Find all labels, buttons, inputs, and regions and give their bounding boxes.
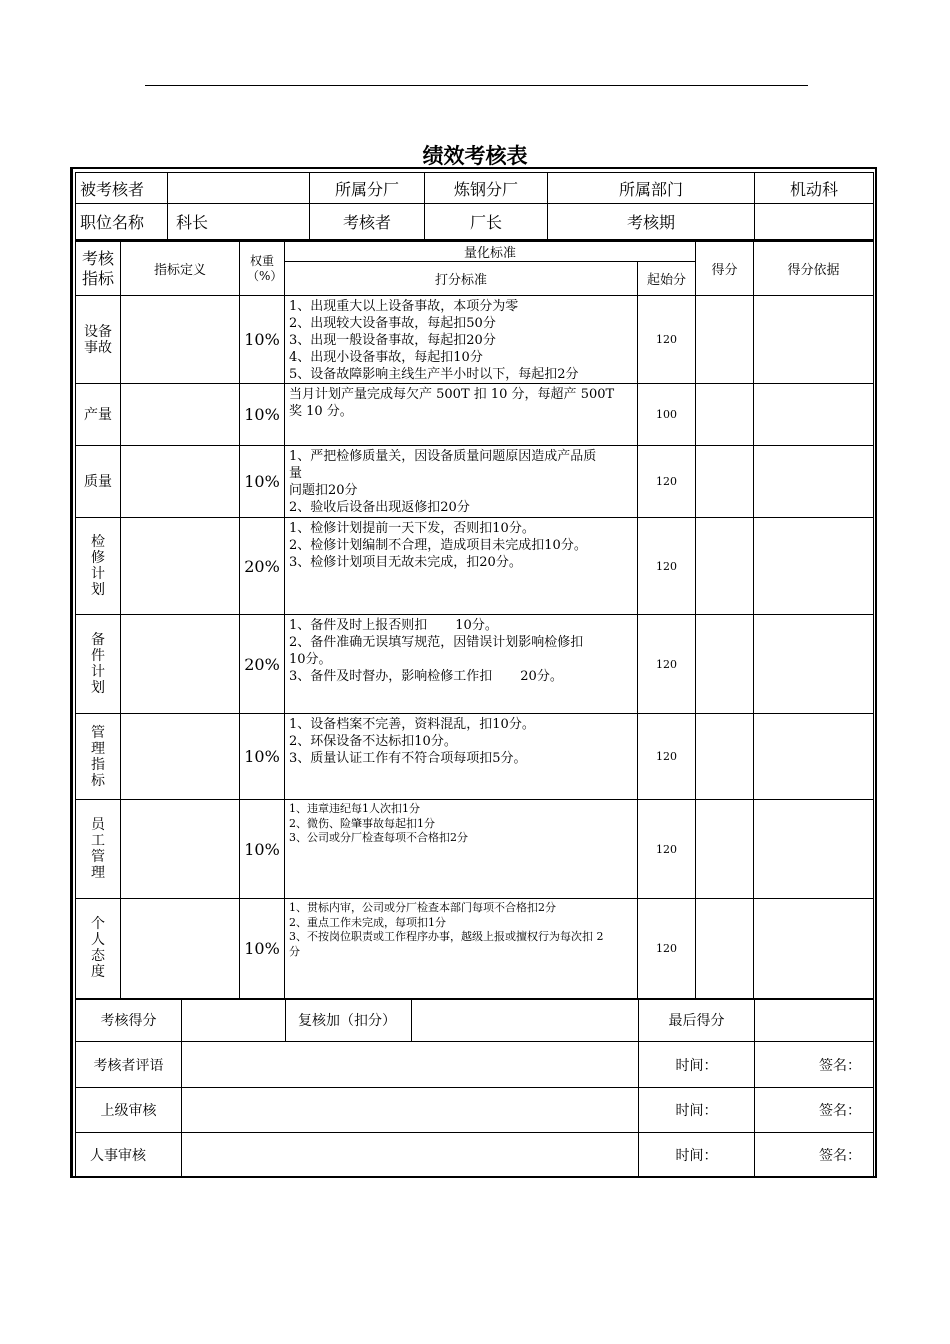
scoring-cell: 1、违章违纪每1人次扣1分 2、微伤、险肇事故每起扣1分 3、公司或分厂检查每项不合格扣2分 bbox=[285, 800, 638, 899]
score-cell[interactable] bbox=[696, 615, 754, 714]
weight-cell: 10% bbox=[240, 384, 285, 446]
table-row bbox=[76, 800, 874, 899]
col-weight bbox=[240, 242, 285, 296]
comment-label: 考核者评语 bbox=[76, 1042, 182, 1088]
form-title: 绩效考核表 bbox=[422, 143, 528, 168]
period-value[interactable] bbox=[755, 204, 874, 240]
definition-cell[interactable] bbox=[121, 446, 240, 518]
position-value: 科长 bbox=[168, 204, 310, 240]
definition-cell[interactable] bbox=[121, 800, 240, 899]
indicator-name: 员工管理 bbox=[76, 800, 121, 899]
score-value[interactable] bbox=[182, 999, 286, 1042]
base-score: 100 bbox=[638, 384, 696, 446]
scoring-cell: 1、设备档案不完善，资料混乱，扣10分。 2、环保设备不达标扣10分。 3、质量认证工作有不符合项每项扣5分。 bbox=[285, 714, 638, 800]
final-score-value[interactable] bbox=[755, 999, 874, 1042]
score-cell[interactable] bbox=[696, 714, 754, 800]
definition-cell[interactable] bbox=[121, 296, 240, 384]
basis-cell[interactable] bbox=[754, 899, 874, 999]
indicator-name: 管理指标 bbox=[76, 714, 121, 800]
weight-cell: 10% bbox=[240, 446, 285, 518]
indicator-name: 个人态度 bbox=[76, 899, 121, 999]
score-cell[interactable] bbox=[696, 899, 754, 999]
col-basis: 得分依据 bbox=[754, 242, 874, 296]
assessor-value: 厂长 bbox=[425, 204, 548, 240]
indicator-name: 检修计划 bbox=[76, 518, 121, 615]
employee-value[interactable] bbox=[168, 173, 310, 204]
hr-time-label: 时间： bbox=[639, 1133, 755, 1178]
superior-time-label: 时间： bbox=[639, 1088, 755, 1133]
base-score: 120 bbox=[638, 446, 696, 518]
superior-label: 上级审核 bbox=[76, 1088, 182, 1133]
col-scoring: 打分标准 bbox=[285, 262, 638, 296]
label-branch: 所属分厂 bbox=[310, 173, 425, 204]
score-label: 考核得分 bbox=[76, 999, 182, 1042]
header-rule bbox=[145, 85, 808, 86]
table-row bbox=[76, 899, 874, 999]
scoring-cell: 1、贯标内审，公司或分厂检查本部门每项不合格扣2分 2、重点工作未完成，每项扣1分 3、不按岗位职责或工作程序办事，越级上报或擅权行为每次扣 2 分 bbox=[285, 899, 638, 999]
scoring-cell: 当月计划产量完成每欠产 500T 扣 10 分，每超产 500T 奖 10 分。 bbox=[285, 384, 638, 446]
review-value[interactable] bbox=[412, 999, 639, 1042]
score-cell[interactable] bbox=[696, 384, 754, 446]
indicators-table bbox=[75, 241, 874, 1000]
hr-label: 人事审核 bbox=[76, 1133, 182, 1178]
col-weight-text: 权重（%） bbox=[247, 253, 283, 283]
label-period: 考核期 bbox=[548, 204, 755, 240]
scoring-cell: 1、出现重大以上设备事故，本项分为零 2、出现较大设备事故，每起扣50分 3、出现一般设备事故，每起扣20分 4、出现小设备事故，每起扣10分 5、设备故障影响主线生产半小时以下，每起扣2分 bbox=[285, 296, 638, 384]
weight-cell: 10% bbox=[240, 296, 285, 384]
basis-cell[interactable] bbox=[754, 296, 874, 384]
col-indicator bbox=[76, 242, 121, 296]
col-definition: 指标定义 bbox=[121, 242, 240, 296]
basis-cell[interactable] bbox=[754, 518, 874, 615]
definition-cell[interactable] bbox=[121, 714, 240, 800]
basis-cell[interactable] bbox=[754, 615, 874, 714]
definition-cell[interactable] bbox=[121, 615, 240, 714]
table-row bbox=[76, 518, 874, 615]
table-row bbox=[76, 384, 874, 446]
definition-cell[interactable] bbox=[121, 518, 240, 615]
weight-cell: 10% bbox=[240, 899, 285, 999]
review-label: 复核加（扣分） bbox=[286, 999, 412, 1042]
scoring-cell: 1、备件及时上报否则扣 10分。 2、备件准确无误填写规范，因错误计划影响检修扣 10分。 3、备件及时督办，影响检修工作扣 20分。 bbox=[285, 615, 638, 714]
base-score: 120 bbox=[638, 615, 696, 714]
basis-cell[interactable] bbox=[754, 800, 874, 899]
base-score: 120 bbox=[638, 518, 696, 615]
base-score: 120 bbox=[638, 800, 696, 899]
col-quant: 量化标准 bbox=[285, 242, 696, 262]
col-base: 起始分 bbox=[638, 262, 696, 296]
weight-cell: 20% bbox=[240, 615, 285, 714]
comment-sign-label: 签名： bbox=[755, 1042, 874, 1088]
superior-field[interactable] bbox=[182, 1088, 639, 1133]
weight-cell: 10% bbox=[240, 800, 285, 899]
score-cell[interactable] bbox=[696, 800, 754, 899]
scoring-cell: 1、检修计划提前一天下发，否则扣10分。 2、检修计划编制不合理，造成项目未完成扣10分。 3、检修计划项目无故未完成，扣20分。 bbox=[285, 518, 638, 615]
basis-cell[interactable] bbox=[754, 446, 874, 518]
label-department: 所属部门 bbox=[548, 173, 755, 204]
base-score: 120 bbox=[638, 714, 696, 800]
indicator-name: 质量 bbox=[76, 446, 121, 518]
label-position: 职位名称 bbox=[76, 204, 168, 240]
final-score-label: 最后得分 bbox=[639, 999, 755, 1042]
indicator-name: 产量 bbox=[76, 384, 121, 446]
comment-field[interactable] bbox=[182, 1042, 639, 1088]
table-row bbox=[76, 714, 874, 800]
definition-cell[interactable] bbox=[121, 384, 240, 446]
department-value: 机动科 bbox=[755, 173, 874, 204]
basis-cell[interactable] bbox=[754, 714, 874, 800]
indicator-name: 备件计划 bbox=[76, 615, 121, 714]
table-row bbox=[76, 446, 874, 518]
col-score: 得分 bbox=[696, 242, 754, 296]
label-employee: 被考核者 bbox=[76, 173, 168, 204]
basis-cell[interactable] bbox=[754, 384, 874, 446]
definition-cell[interactable] bbox=[121, 899, 240, 999]
comment-time-label: 时间： bbox=[639, 1042, 755, 1088]
score-cell[interactable] bbox=[696, 518, 754, 615]
hr-field[interactable] bbox=[182, 1133, 639, 1178]
hr-sign-label: 签名： bbox=[755, 1133, 874, 1178]
label-assessor: 考核者 bbox=[310, 204, 425, 240]
base-score: 120 bbox=[638, 899, 696, 999]
superior-sign-label: 签名： bbox=[755, 1088, 874, 1133]
scoring-cell: 1、严把检修质量关，因设备质量问题原因造成产品质 量 问题扣20分 2、验收后设备出现返修扣20分 bbox=[285, 446, 638, 518]
base-score: 120 bbox=[638, 296, 696, 384]
table-row bbox=[76, 296, 874, 384]
score-cell[interactable] bbox=[696, 296, 754, 384]
branch-value: 炼钢分厂 bbox=[425, 173, 548, 204]
table-row bbox=[76, 615, 874, 714]
indicator-name: 设备事故 bbox=[76, 296, 121, 384]
header-table bbox=[75, 172, 874, 241]
score-cell[interactable] bbox=[696, 446, 754, 518]
col-indicator-text: 考核指标 bbox=[81, 248, 114, 288]
footer-table bbox=[75, 998, 874, 1178]
weight-cell: 20% bbox=[240, 518, 285, 615]
weight-cell: 10% bbox=[240, 714, 285, 800]
